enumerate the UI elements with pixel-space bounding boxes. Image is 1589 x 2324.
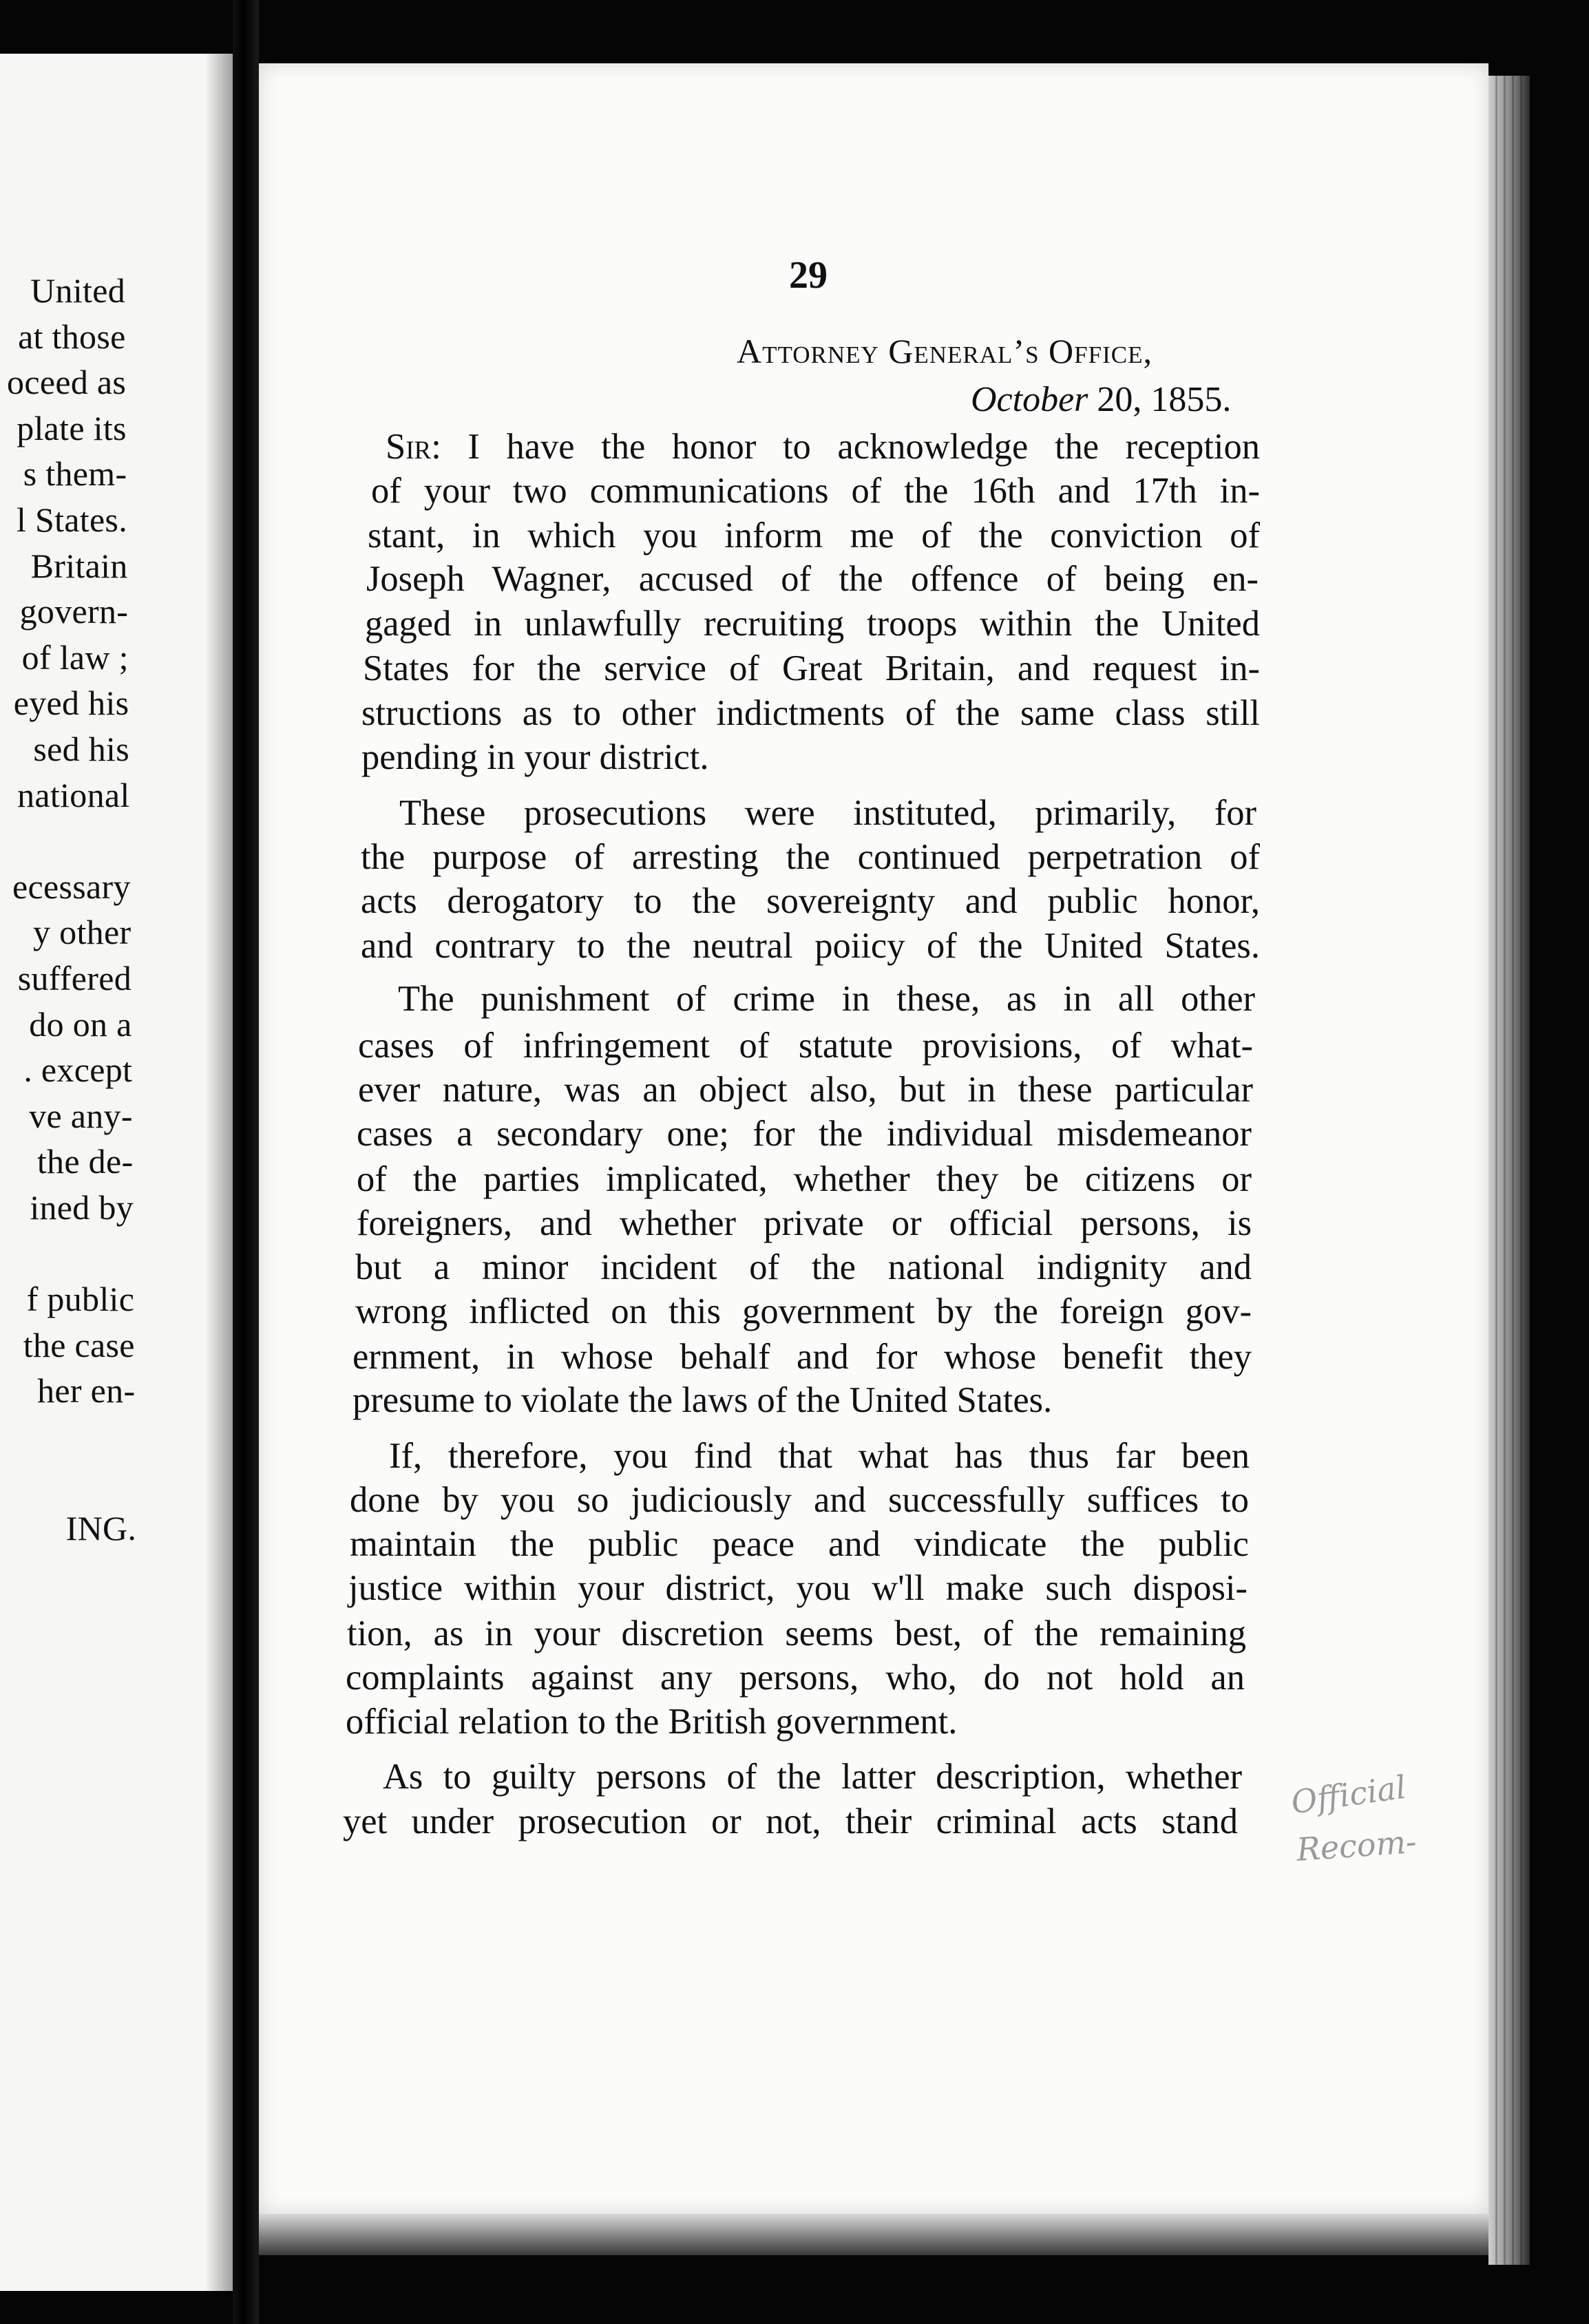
letter-date [971, 379, 1231, 420]
body-line [386, 424, 1260, 469]
left-page-line: sed his [33, 730, 129, 768]
left-page-line: oceed as [7, 363, 127, 402]
body-line: acts derogatory to the sovereignty and public honor, [361, 881, 1260, 921]
left-page-line: ecessary [12, 867, 131, 906]
body-line: These prosecutions were instituted, primarily, for [399, 793, 1256, 833]
body-line: The punishment of crime in these, as in all other [398, 979, 1255, 1019]
page-bottom-edge [259, 2214, 1488, 2255]
body-line: but a minor incident of the national indignity and [355, 1247, 1252, 1287]
left-page-line: govern- [19, 592, 129, 631]
body-line: yet under prosecution or not, their criminal acts stand [343, 1802, 1238, 1841]
left-page-line: the de- [36, 1142, 134, 1181]
left-page-line: Britain [30, 546, 128, 585]
body-line: As to guilty persons of the latter description, whether [383, 1757, 1242, 1797]
body-line: maintain the public peace and vindicate the public [350, 1524, 1249, 1564]
book-binding [233, 0, 259, 2324]
body-line: If, therefore, you find that what has thus far been [389, 1436, 1250, 1476]
left-page-line: national [17, 775, 130, 814]
margin-note-line-2: Recom- [1295, 1822, 1418, 1869]
body-line: justice within your district, you w'll make such disposi- [348, 1568, 1248, 1608]
page-edges [1488, 76, 1530, 2265]
left-page-fragment [0, 54, 233, 2291]
body-line: of your two communications of the 16th and 17th in- [371, 471, 1260, 511]
salutation: Sir [386, 427, 432, 467]
body-line: foreigners, and whether private or official persons, is [357, 1203, 1252, 1243]
left-page-line: eyed his [13, 684, 129, 723]
left-page-line: ING. [65, 1509, 137, 1548]
left-page-line: the case [23, 1325, 135, 1364]
body-line: tion, as in your discretion seems best, of the remaining [347, 1614, 1246, 1654]
body-line: structions as to other indictments of the same class still [361, 693, 1260, 733]
left-page-line: plate its [17, 408, 127, 447]
body-line: official relation to the British government. [346, 1702, 958, 1742]
left-page-line: . except [23, 1050, 133, 1090]
left-page-line: l States. [16, 500, 127, 539]
body-line: cases of infringement of statute provisions, of what- [358, 1026, 1253, 1066]
body-line: pending in your district. [361, 737, 709, 777]
body-line: presume to violate the laws of the United States. [352, 1380, 1053, 1420]
left-page-line: ve any- [29, 1096, 133, 1135]
body-line: wrong inflicted on this government by the foreign gov- [355, 1291, 1252, 1331]
page-number: 29 [789, 254, 828, 297]
left-page-line: of law ; [21, 637, 129, 677]
body-line: complaints against any persons, who, do not hold an [346, 1658, 1245, 1698]
letter-heading: Attorney General’s Office, [737, 332, 1153, 370]
left-page-line: do on a [29, 1004, 132, 1044]
body-line: and contrary to the neutral poiicy of the United States. [361, 926, 1260, 966]
body-line: of the parties implicated, whether they be citizens or [357, 1159, 1252, 1199]
body-line: States for the service of Great Britain, and request in- [363, 648, 1260, 688]
left-page-line: s them- [23, 454, 127, 494]
left-page-line: f public [26, 1280, 135, 1319]
left-page-line: y other [33, 913, 131, 952]
left-page-line: her en- [37, 1371, 136, 1411]
body-line: the purpose of arresting the continued perpetration of [361, 837, 1260, 877]
body-line: ernment, in whose behalf and for whose benefit they [352, 1337, 1252, 1377]
body-line-text: : I have the honor to acknowledge the reception [431, 427, 1260, 467]
body-line: done by you so judiciously and successfully suffices to [350, 1480, 1249, 1520]
body-line: ever nature, was an object also, but in these particular [358, 1070, 1253, 1110]
date-rest: 20, 1855. [1088, 380, 1232, 419]
body-line: cases a secondary one; for the individual misdemeanor [357, 1114, 1252, 1154]
margin-note-line-1: Official [1289, 1768, 1409, 1821]
body-line: Joseph Wagner, accused of the offence of being en- [366, 559, 1259, 599]
body-line: stant, in which you inform me of the conviction of [368, 516, 1260, 556]
gutter-shadow [205, 54, 233, 2291]
body-line: gaged in unlawfully recruiting troops within the United [365, 604, 1260, 644]
left-page-line: ined by [30, 1188, 134, 1227]
left-page-line: at those [18, 317, 126, 356]
handwritten-margin-note [1277, 1768, 1418, 1893]
left-page-line: United [30, 271, 125, 310]
left-page-line: suffered [17, 959, 131, 997]
date-month: October [971, 380, 1088, 419]
